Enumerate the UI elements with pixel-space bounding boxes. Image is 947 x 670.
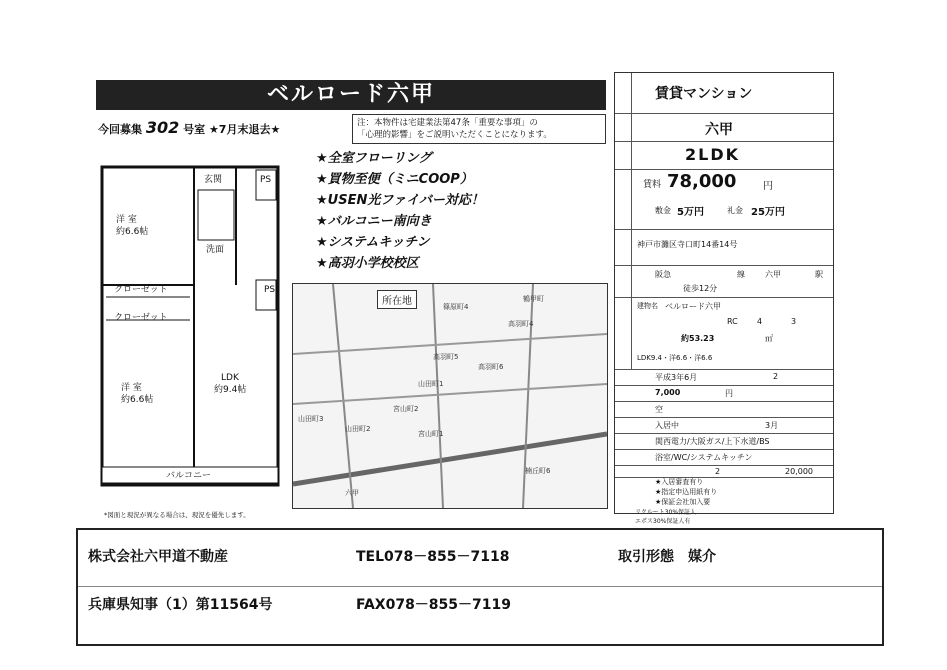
management-unit: 円 (725, 389, 733, 398)
ldk-size: 約9.4帖 (214, 385, 247, 395)
room-number: 302 (145, 118, 180, 137)
remark-3: ★保証会社加入要 (655, 498, 711, 506)
floor-plan-drawing (96, 145, 292, 515)
room-info (98, 118, 280, 137)
remarks (615, 477, 833, 525)
map-label-8: 宮山町1 (418, 430, 444, 438)
parking: 空 (655, 405, 663, 414)
map-label-2: 高羽町4 (508, 320, 534, 328)
size-unit: ㎡ (765, 334, 773, 343)
remark-4: リクルート30%保証人 (635, 509, 697, 516)
address: 神戸市灘区寺口町14番14号 (637, 240, 738, 249)
washroom-label: 洗面 (206, 245, 225, 255)
utilities: 関西電力/大阪ガス/上下水道/BS (655, 437, 770, 446)
feature-2: ★買物至便（ミニCOOP） (316, 172, 473, 187)
footer-divider (78, 586, 882, 587)
map-label-6: 山田町2 (345, 425, 371, 433)
company-name: 株式会社六甲道不動産 (88, 549, 228, 565)
notice-box (352, 114, 606, 144)
tel: TEL078－855－7118 (356, 549, 510, 565)
structure: RC (727, 317, 738, 326)
room-prefix: 今回募集 (98, 123, 142, 136)
closet-label-2: クローゼット (114, 313, 168, 323)
key-money-value: 25万円 (751, 207, 785, 218)
notice-line-1: 注：本物件は宅建業法第47条「重要な事項」の (357, 118, 538, 128)
station-suffix: 駅 (815, 270, 823, 279)
building-name: ベルロード六甲 (665, 302, 721, 311)
disclaimer: *図面と現況が異なる場合は、現況を優先します。 (104, 511, 250, 519)
equipment: 浴室/WC/システムキッチン (655, 453, 753, 462)
license: 兵庫県知事（1）第11564号 (88, 597, 273, 613)
contract-term: 2 (773, 372, 779, 381)
floor-plan (96, 145, 292, 515)
rent-label: 賃料 (643, 180, 662, 190)
floor: 3 (791, 317, 797, 326)
western-room-2-label: 洋 室 (121, 383, 142, 393)
fax: FAX078－855－7119 (356, 597, 511, 613)
built-date: 平成3年6月 (655, 373, 698, 382)
insurance-term: 2 (715, 467, 721, 476)
remark-5: エポス30%保証人有 (635, 518, 691, 525)
floors: 4 (757, 317, 763, 326)
map-label-10: 楠丘町6 (525, 467, 551, 475)
closet-label-1: クローゼット (114, 285, 168, 295)
location-map (292, 283, 608, 509)
map-label-9: 宮山町2 (393, 405, 419, 413)
feature-6: ★高羽小学校校区 (316, 256, 419, 271)
rent-unit: 円 (763, 181, 773, 192)
map-label-4: 高羽町6 (478, 363, 504, 371)
feature-4: ★バルコニー南向き (316, 214, 432, 229)
room-note: ★7月末退去★ (208, 123, 281, 136)
insurance-fee: 20,000 (785, 467, 813, 476)
map-roads (293, 284, 607, 508)
room-sizes: LDK9.4・洋6.6・洋6.6 (637, 354, 713, 362)
map-label-1: 篠原町4 (443, 303, 469, 311)
property-title: ベルロード六甲 (96, 80, 606, 110)
deposit-label: 敷金 (655, 206, 671, 215)
map-label-7: 山田町3 (298, 415, 324, 423)
remark-1: ★入居審査有り (655, 478, 704, 486)
key-money-label: 礼金 (727, 206, 743, 215)
room-suffix: 号室 (183, 123, 206, 136)
map-label-5: 山田町1 (418, 380, 444, 388)
western-room-1-label: 洋 室 (116, 215, 137, 225)
location-label: 所在地 (377, 290, 417, 309)
building-name-label: 建物名 (637, 302, 658, 310)
map-label-3: 高羽町5 (433, 353, 459, 361)
property-type: 賃貸マンション (655, 86, 753, 102)
map-label-rokko: 六甲 (345, 489, 359, 497)
feature-5: ★システムキッチン (316, 235, 430, 250)
status: 入居中 (655, 421, 679, 430)
move-in: 3月 (765, 421, 779, 430)
walk-time: 徒歩12分 (683, 284, 718, 293)
spec-table (614, 72, 834, 525)
train-line: 阪急 (655, 270, 671, 279)
western-room-1-size: 約6.6帖 (116, 227, 149, 237)
ldk-label: LDK (221, 373, 239, 383)
size: 約53.23 (681, 334, 715, 343)
deposit-value: 5万円 (677, 207, 704, 218)
genkan-label: 玄関 (204, 175, 223, 185)
layout: 2LDK (685, 145, 741, 164)
remark-2: ★指定申込用紙有り (655, 488, 718, 496)
feature-3: ★USEN光ファイバー対応！ (316, 193, 484, 208)
area-name: 六甲 (705, 122, 733, 138)
western-room-2-size: 約6.6帖 (121, 395, 154, 405)
company-footer (76, 528, 884, 646)
feature-1: ★全室フローリング (316, 151, 432, 166)
balcony-label: バルコニー (166, 471, 212, 481)
notice-line-2: 「心理的影響」をご説明いただくことになります。 (357, 130, 552, 140)
train-line-suffix: 線 (737, 270, 745, 279)
ps-label-2: PS (264, 285, 276, 295)
rent-value: 78,000 (667, 171, 737, 192)
transaction-type: 取引形態 媒介 (618, 549, 716, 565)
management-fee: 7,000 (655, 388, 681, 397)
station: 六甲 (765, 270, 781, 279)
ps-label-1: PS (260, 175, 272, 185)
features-list (316, 148, 484, 274)
map-label-11: 鶴甲町 (523, 295, 544, 303)
